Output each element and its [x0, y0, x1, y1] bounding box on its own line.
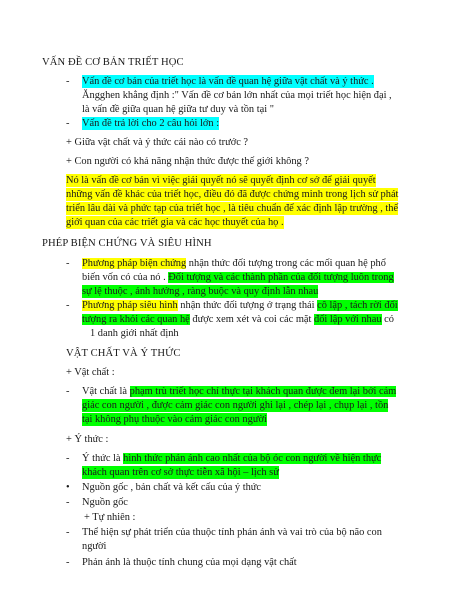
engels-quote-line-1: Ăngghen khẳng định :" Vấn đề cơ bản lớn nhất của mọi triết học hiện đại ,: [82, 90, 392, 101]
natural-origin-line-1: Thể hiện sự phát triển của thuộc tính phản ánh và vai trò của bộ não con: [82, 527, 382, 538]
matter-def-line-3: tại không phụ thuộc vào cảm giác con người: [82, 414, 267, 425]
paragraph-line-3: triển lâu dài và phức tạp của triết học , là tiêu chuẩn để xác định lập trường , thế: [66, 203, 399, 214]
heading-matter-consciousness: VẬT CHẤT VÀ Ý THỨC: [66, 348, 181, 359]
metaphysics-line-3: 1 danh giới nhất định: [90, 328, 179, 339]
question-2: + Con người có khả năng nhận thức được thế giới không ?: [66, 156, 309, 167]
bullet-dash: -: [66, 118, 70, 129]
dialectics-line-2: biến vốn có của nó . Đối tượng và các thành phần của đối tượng luôn trong: [82, 272, 394, 283]
origin-label: Nguồn gốc: [82, 497, 128, 508]
bullet-dash: -: [66, 557, 70, 568]
dialectics-line-3: sự lệ thuộc , ảnh hưởng , ràng buộc và quy định lẫn nhau: [82, 286, 319, 297]
two-questions-intro: Vấn đề trả lời cho 2 câu hỏi lớn :: [82, 118, 220, 129]
metaphysics-line-2: tượng ra khỏi các quan hệ được xem xét và coi các mặt đối lập với nhau có: [82, 314, 394, 325]
bullet-dash: -: [66, 527, 70, 538]
bullet-dot: •: [66, 482, 70, 493]
question-1: + Giữa vật chất và ý thức cái nào có trước ?: [66, 137, 249, 148]
reflection-property: Phản ánh là thuộc tính chung của mọi dạng vật chất: [82, 557, 297, 568]
consciousness-label: + Ý thức :: [66, 434, 109, 445]
engels-quote-line-2: là vấn đề giữa quan hệ giữa tư duy và tồn tại ": [82, 104, 274, 115]
bullet-dash: -: [66, 453, 70, 464]
heading-basic-problem: VẤN ĐỀ CƠ BẢN TRIẾT HỌC: [42, 57, 184, 68]
metaphysics-term: Phương pháp siêu hình: [82, 300, 178, 311]
basic-problem-definition: Vấn đề cơ bản của triết học là vấn đề quan hệ giữa vật chất và ý thức .: [82, 76, 374, 87]
bullet-dash: -: [66, 497, 70, 508]
origin-nature-structure: Nguồn gốc , bản chất và kết cấu của ý thức: [82, 482, 262, 493]
paragraph-line-2: những vấn đề khác của triết học, điều đó đã được chứng minh trong lịch sử phát: [66, 189, 399, 200]
bullet-dash: -: [66, 76, 70, 87]
metaphysics-line-1: Phương pháp siêu hình nhận thức đối tượng ở trạng thái cô lập , tách rời đối: [82, 300, 398, 311]
natural-origin-label: + Tự nhiên :: [84, 512, 136, 523]
consciousness-def-line-1: Ý thức là hình thức phản ánh cao nhất của bộ óc con người về hiện thực: [82, 453, 382, 464]
matter-def-line-2: giác con người , được cảm giác con người ghi lại , chép lại , chụp lại , tồn: [82, 400, 389, 411]
paragraph-line-4: giới quan của các triết gia và các học thuyết của họ .: [66, 217, 284, 228]
natural-origin-line-2: người: [82, 541, 107, 552]
heading-dialectics: PHÉP BIỆN CHỨNG VÀ SIÊU HÌNH: [42, 238, 212, 249]
bullet-dash: -: [66, 300, 70, 311]
bullet-dash: -: [66, 386, 70, 397]
paragraph-line-1: Nó là vấn đề cơ bản vì việc giải quyết nó sẽ quyết định cơ sở để giải quyết: [66, 175, 376, 186]
dialectics-line-1: Phương pháp biện chứng nhận thức đối tượng trong các mối quan hệ phổ: [82, 258, 386, 269]
bullet-dash: -: [66, 258, 70, 269]
consciousness-def-line-2: khách quan trên cơ sở thực tiễn xã hội – lịch sử: [82, 467, 279, 478]
matter-label: + Vật chất :: [66, 367, 115, 378]
dialectics-term: Phương pháp biện chứng: [82, 258, 187, 269]
matter-def-line-1: Vật chất là phạm trù triết học chỉ thực tại khách quan được đem lại bởi cảm: [82, 386, 397, 397]
